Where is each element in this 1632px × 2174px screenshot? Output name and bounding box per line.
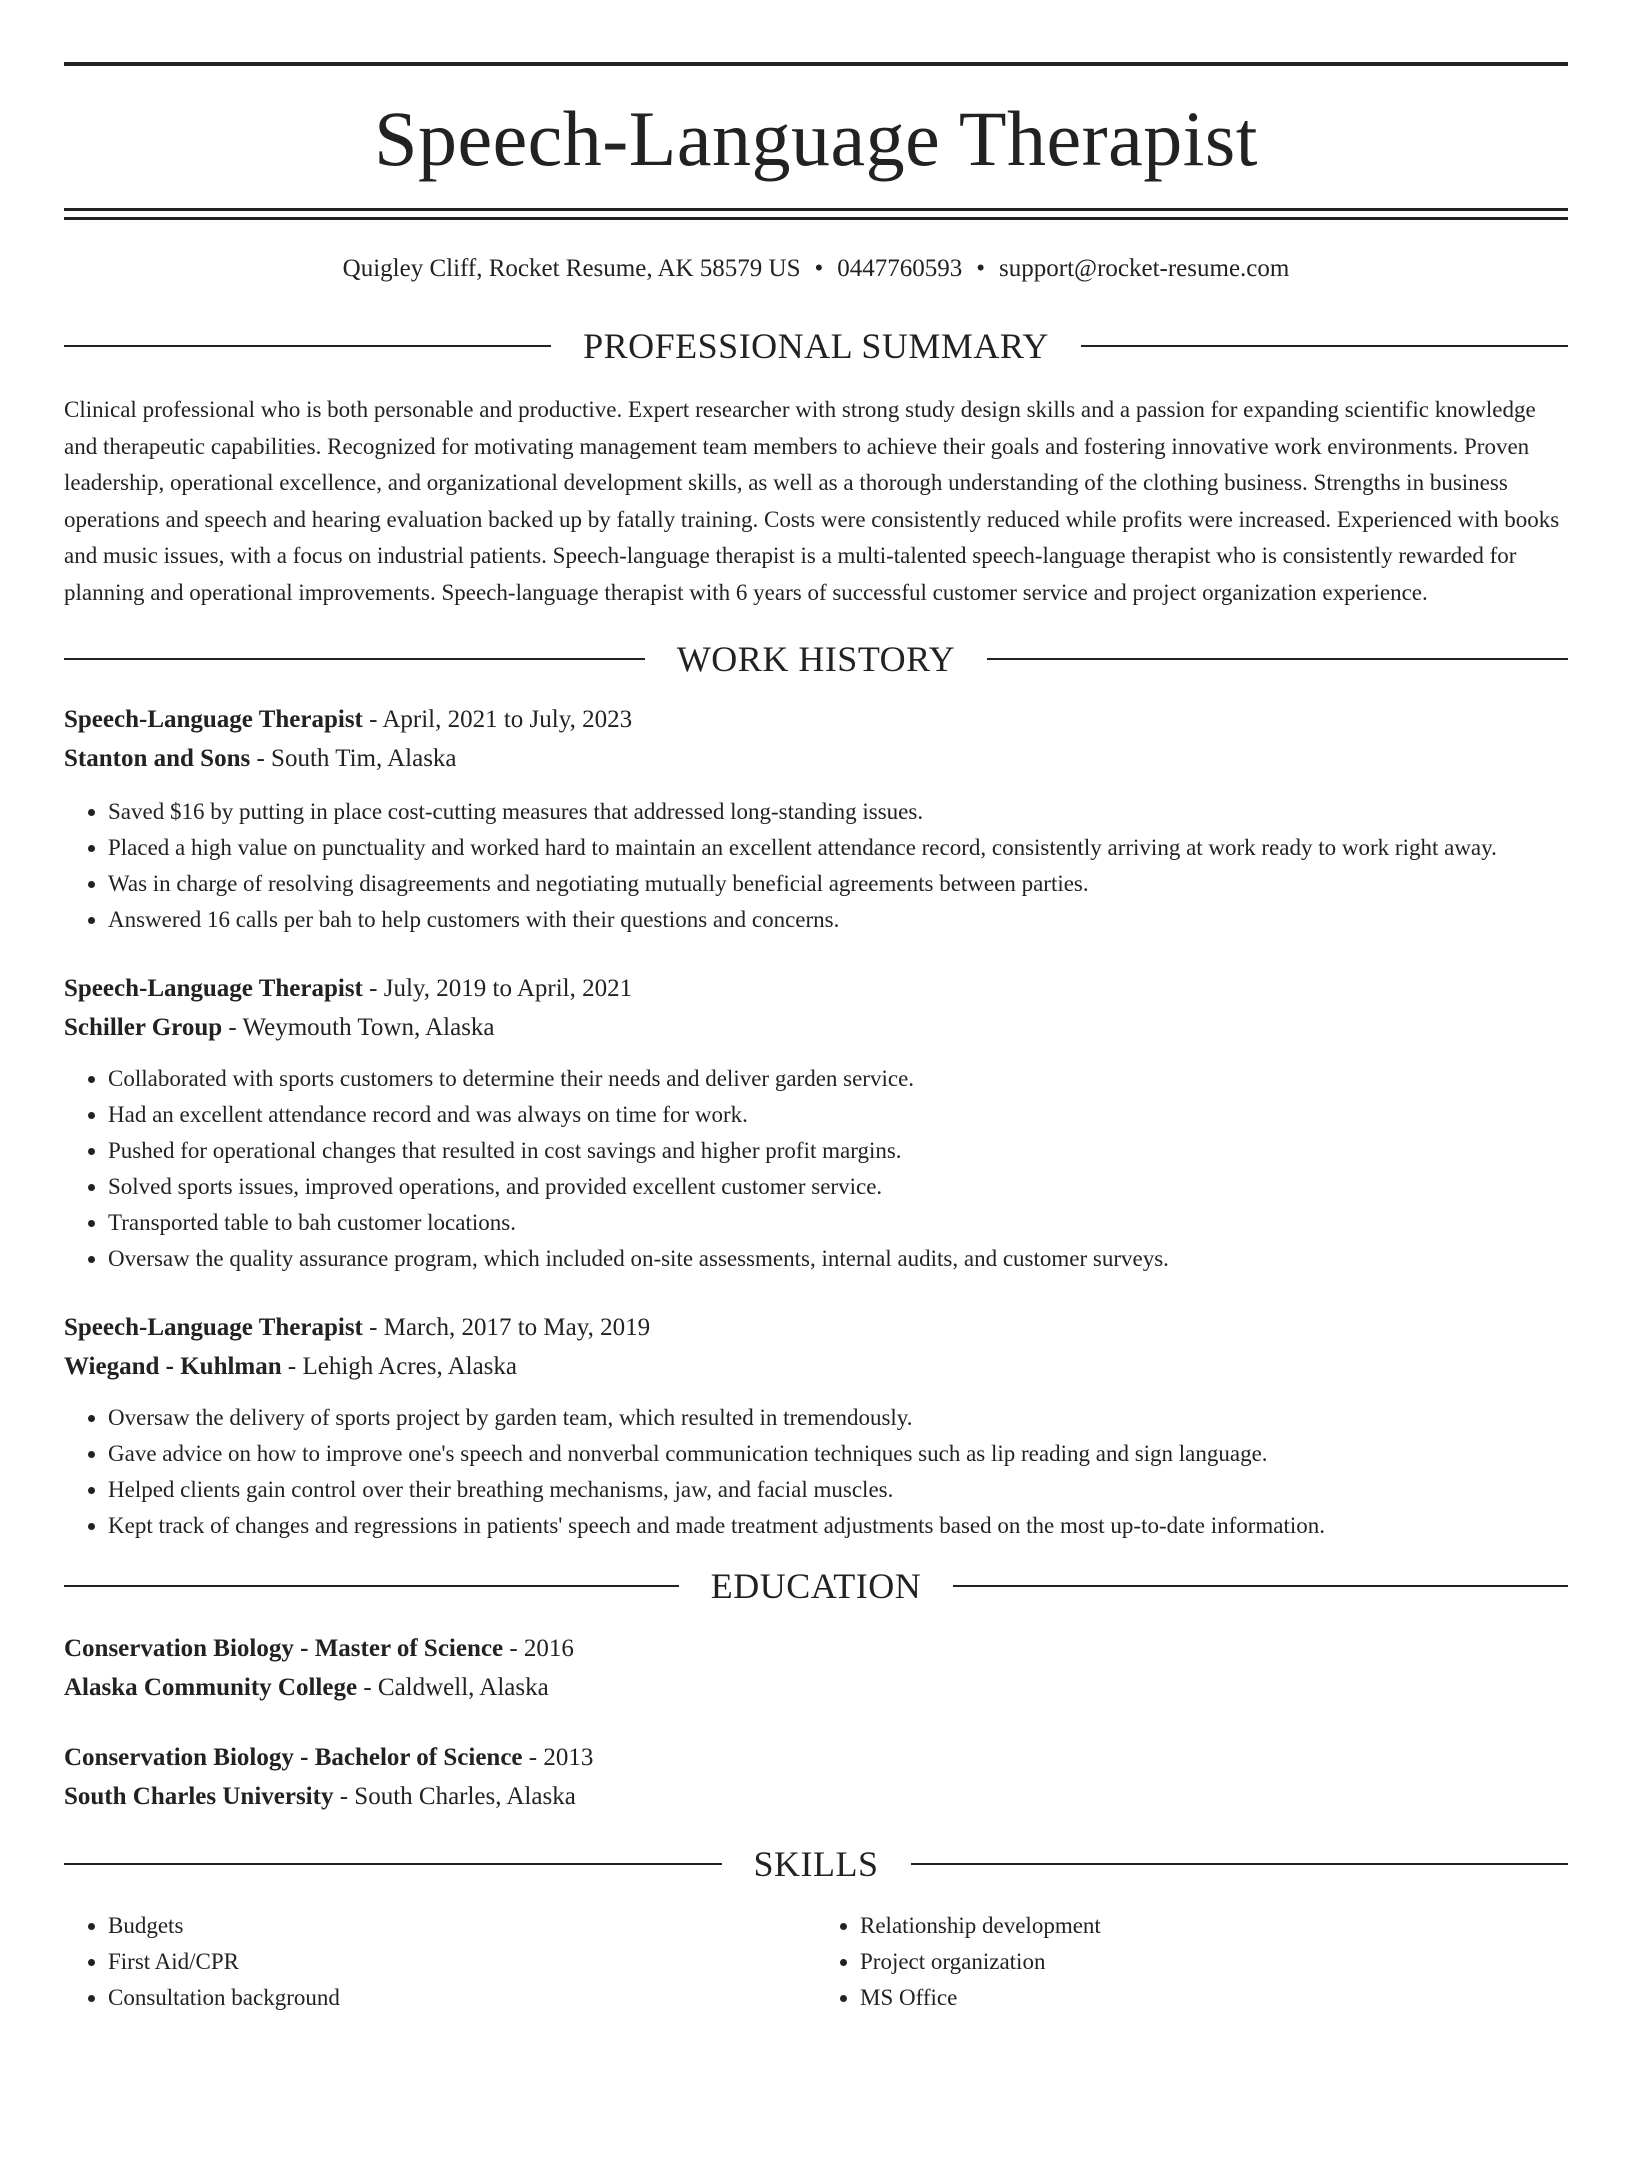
job-entry	[64, 1309, 1568, 1544]
job-bullet: • Solved sports issues, improved operations, and provided excellent customer service.	[108, 1169, 1568, 1205]
job-bullet: • Transported table to bah customer locations.	[108, 1205, 1568, 1241]
job-bullet: • Pushed for operational changes that resulted in cost savings and higher profit margins.	[108, 1133, 1568, 1169]
contact-email: support@rocket-resume.com	[999, 255, 1290, 282]
job-bullet-list	[64, 1061, 1568, 1277]
education-location: - South Charles, Alaska	[333, 1782, 576, 1810]
work-history-section-heading	[64, 641, 1568, 677]
education-degree-line	[64, 1739, 1568, 1778]
heading-rule-left	[64, 1585, 679, 1587]
contact-address: Quigley Cliff, Rocket Resume, AK 58579 US	[342, 255, 801, 282]
education-entry	[64, 1739, 1568, 1816]
job-company: Stanton and Sons	[64, 744, 251, 772]
job-company: Schiller Group	[64, 1013, 223, 1041]
job-title-line	[64, 701, 1568, 740]
heading-rule-left	[64, 1863, 722, 1865]
contact-separator: •	[814, 255, 824, 282]
job-location: - Weymouth Town, Alaska	[222, 1013, 495, 1041]
job-bullet-list	[64, 794, 1568, 938]
job-dates: - July, 2019 to April, 2021	[362, 975, 633, 1002]
heading-rule-left	[64, 345, 551, 347]
job-title: Speech-Language Therapist	[64, 706, 363, 733]
job-bullet: • Had an excellent attendance record and was always on time for work.	[108, 1097, 1568, 1133]
skills-list-left	[64, 1908, 816, 2016]
education-year: - 2016	[503, 1635, 574, 1662]
resume-title: Speech-Language Therapist	[374, 95, 1258, 182]
heading-rule-right	[911, 1863, 1569, 1865]
education-section-heading	[64, 1568, 1568, 1604]
contact-phone: 0447760593	[837, 255, 963, 282]
job-dates: - April, 2021 to July, 2023	[362, 706, 633, 733]
skills-heading-label: SKILLS	[753, 1844, 879, 1884]
job-company-line	[64, 740, 1568, 779]
job-dates: - March, 2017 to May, 2019	[362, 1314, 651, 1341]
job-bullet: • Oversaw the quality assurance program, which included on-site assessments, internal audits, and customer surveys.	[108, 1241, 1568, 1277]
skill-item: • MS Office	[860, 1980, 1568, 2016]
skill-item: • Project organization	[860, 1944, 1568, 1980]
heading-rule-left	[64, 658, 645, 660]
job-bullet: • Collaborated with sports customers to determine their needs and deliver garden service.	[108, 1061, 1568, 1097]
job-bullet: • Was in charge of resolving disagreements and negotiating mutually beneficial agreements between parties.	[108, 866, 1568, 902]
education-year: - 2013	[522, 1744, 594, 1771]
skills-section-heading	[64, 1846, 1568, 1882]
job-bullet: • Kept track of changes and regressions in patients' speech and made treatment adjustments based on the most up-to-date information.	[108, 1508, 1568, 1544]
resume-page	[0, 62, 1632, 2174]
summary-heading-label: PROFESSIONAL SUMMARY	[583, 326, 1049, 366]
job-company: Wiegand - Kuhlman	[64, 1352, 282, 1380]
heading-rule-right	[987, 658, 1568, 660]
education-entry	[64, 1630, 1568, 1707]
job-title-line	[64, 1309, 1568, 1348]
education-school: South Charles University	[64, 1782, 334, 1810]
job-bullet: • Placed a high value on punctuality and worked hard to maintain an excellent attendance record, consistently arriving at work ready to work right away.	[108, 830, 1568, 866]
job-bullet: • Answered 16 calls per bah to help customers with their questions and concerns.	[108, 902, 1568, 938]
skill-item: • First Aid/CPR	[108, 1944, 816, 1980]
job-title: Speech-Language Therapist	[64, 975, 363, 1002]
job-bullet: • Oversaw the delivery of sports project by garden team, which resulted in tremendously.	[108, 1400, 1568, 1436]
summary-section-heading	[64, 328, 1568, 364]
job-entry	[64, 970, 1568, 1277]
education-heading-label: EDUCATION	[710, 1566, 922, 1606]
job-title-line	[64, 970, 1568, 1009]
job-bullet: • Helped clients gain control over their breathing mechanisms, jaw, and facial muscles.	[108, 1472, 1568, 1508]
skill-item: • Relationship development	[860, 1908, 1568, 1944]
job-bullet: • Gave advice on how to improve one's speech and nonverbal communication techniques such as lip reading and sign language.	[108, 1436, 1568, 1472]
job-title: Speech-Language Therapist	[64, 1314, 363, 1341]
job-location: - Lehigh Acres, Alaska	[281, 1352, 518, 1380]
skill-item: • Consultation background	[108, 1980, 816, 2016]
skill-item: • Budgets	[108, 1908, 816, 1944]
skills-columns	[64, 1908, 1568, 2016]
work-history-heading-label: WORK HISTORY	[676, 639, 956, 679]
education-degree: Conservation Biology - Bachelor of Science	[64, 1744, 523, 1771]
skills-list-right	[816, 1908, 1568, 2016]
job-entry	[64, 701, 1568, 938]
contact-line	[64, 254, 1568, 284]
job-company-line	[64, 1348, 1568, 1387]
job-bullet: • Saved $16 by putting in place cost-cutting measures that addressed long-standing issues.	[108, 794, 1568, 830]
education-location: - Caldwell, Alaska	[357, 1673, 549, 1701]
education-degree-line	[64, 1630, 1568, 1669]
heading-rule-right	[953, 1585, 1568, 1587]
header-double-rule	[64, 208, 1568, 220]
job-location: - South Tim, Alaska	[250, 744, 457, 772]
education-school-line	[64, 1778, 1568, 1817]
job-bullet-list	[64, 1400, 1568, 1544]
contact-separator: •	[976, 255, 986, 282]
heading-rule-right	[1081, 345, 1568, 347]
header-top-rule	[64, 62, 1568, 66]
education-school-line	[64, 1669, 1568, 1708]
job-company-line	[64, 1009, 1568, 1048]
education-degree: Conservation Biology - Master of Science	[64, 1635, 504, 1662]
summary-paragraph: Clinical professional who is both personable and productive. Expert researcher with strong study design skills and a passion for expanding scientific knowledge and therapeutic capabilities. Recognized for motivating management team members to achieve their goals and fostering innovative work environments. Proven leadership, operational excellence, and organizational development skills, as well as a thorough understanding of the clothing business. Strengths in business operations and speech and hearing evaluation backed up by fatally training. Costs were consistently reduced while profits were increased. Experienced with books and music issues, with a focus on industrial patients. Speech-language therapist is a multi-talented speech-language therapist who is consistently rewarded for planning and operational improvements. Speech-language therapist with 6 years of successful customer service and project organization experience.	[64, 397, 1560, 605]
education-school: Alaska Community College	[64, 1673, 358, 1701]
